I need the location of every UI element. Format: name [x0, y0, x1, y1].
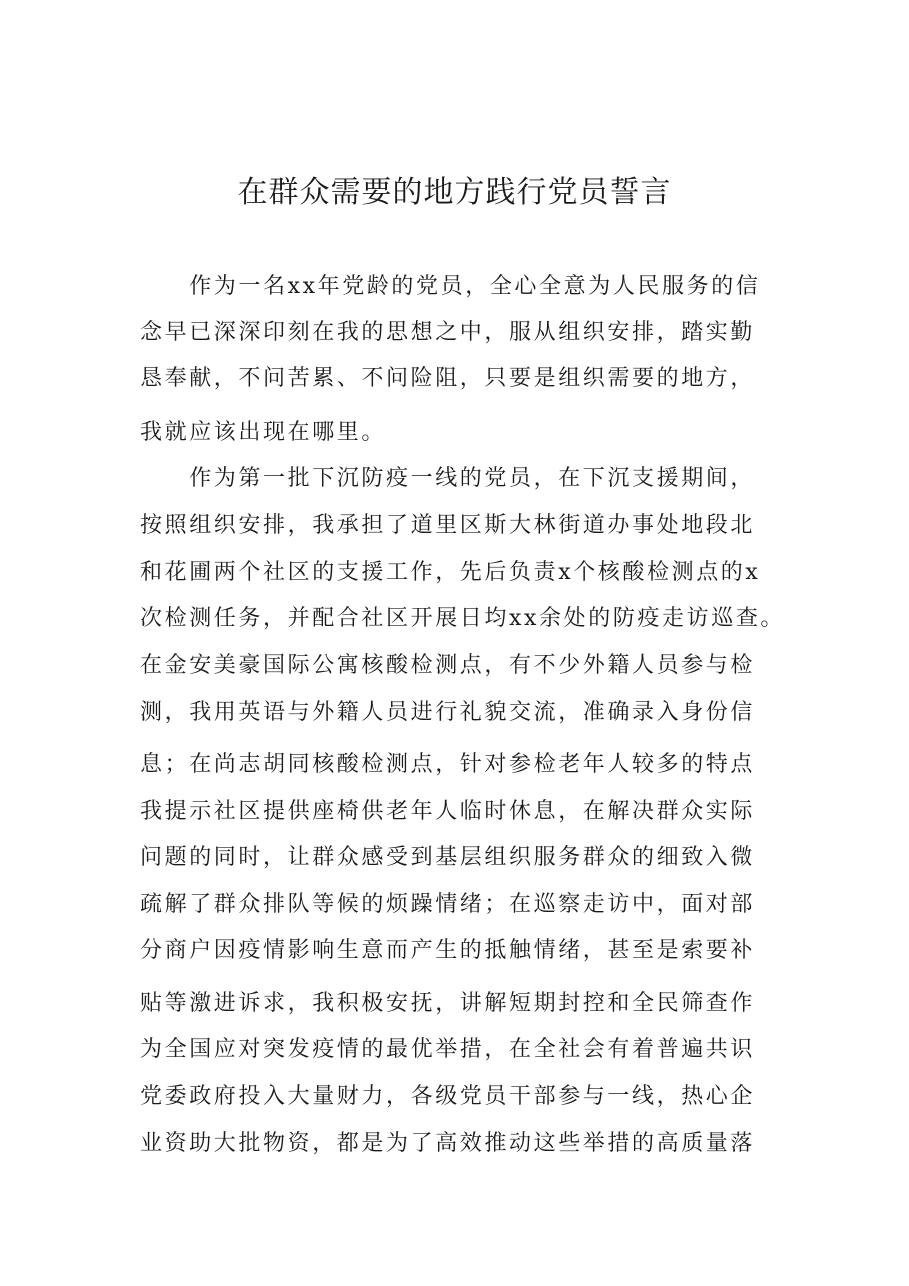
- body-line: 我提示社区提供座椅供老年人临时休息，在解决群众实际: [140, 799, 756, 824]
- body-line: 疏解了群众排队等候的烦躁情绪；在巡察走访中，面对部: [140, 892, 756, 917]
- body-line: 我就应该出现在哪里。: [140, 420, 387, 445]
- body-line: 党委政府投入大量财力，各级党员干部参与一线，热心企: [140, 1084, 756, 1109]
- document-title: 在群众需要的地方践行党员誓言: [237, 175, 672, 210]
- body-line: 贴等激进诉求，我积极安抚，讲解短期封控和全民筛查作: [140, 991, 756, 1016]
- body-line: 在金安美豪国际公寓核酸检测点，有不少外籍人员参与检: [140, 653, 756, 678]
- body-line: 念早已深深印刻在我的思想之中，服从组织安排，踏实勤: [140, 320, 756, 345]
- body-line: 作为一名xx年党龄的党员，全心全意为人民服务的信: [140, 274, 761, 299]
- body-line: 分商户因疫情影响生意而产生的抵触情绪，甚至是索要补: [140, 938, 756, 963]
- body-line: 次检测任务，并配合社区开展日均xx余处的防疫走访巡查。: [140, 606, 786, 631]
- body-line: 作为第一批下沉防疫一线的党员，在下沉支援期间，: [140, 466, 756, 491]
- body-line: 恳奉献，不问苦累、不问险阻，只要是组织需要的地方，: [140, 366, 756, 391]
- body-line: 业资助大批物资，都是为了高效推动这些举措的高质量落: [140, 1131, 756, 1156]
- body-line: 按照组织安排，我承担了道里区斯大林街道办事处地段北: [140, 513, 756, 538]
- body-line: 测，我用英语与外籍人员进行礼貌交流，准确录入身份信: [140, 700, 756, 725]
- body-line: 问题的同时，让群众感受到基层组织服务群众的细致入微: [140, 845, 756, 870]
- body-line: 息；在尚志胡同核酸检测点，针对参检老年人较多的特点: [140, 752, 756, 777]
- body-line: 为全国应对突发疫情的最优举措，在全社会有着普遍共识: [140, 1037, 756, 1062]
- body-line: 和花圃两个社区的支援工作，先后负责x个核酸检测点的x: [140, 560, 761, 585]
